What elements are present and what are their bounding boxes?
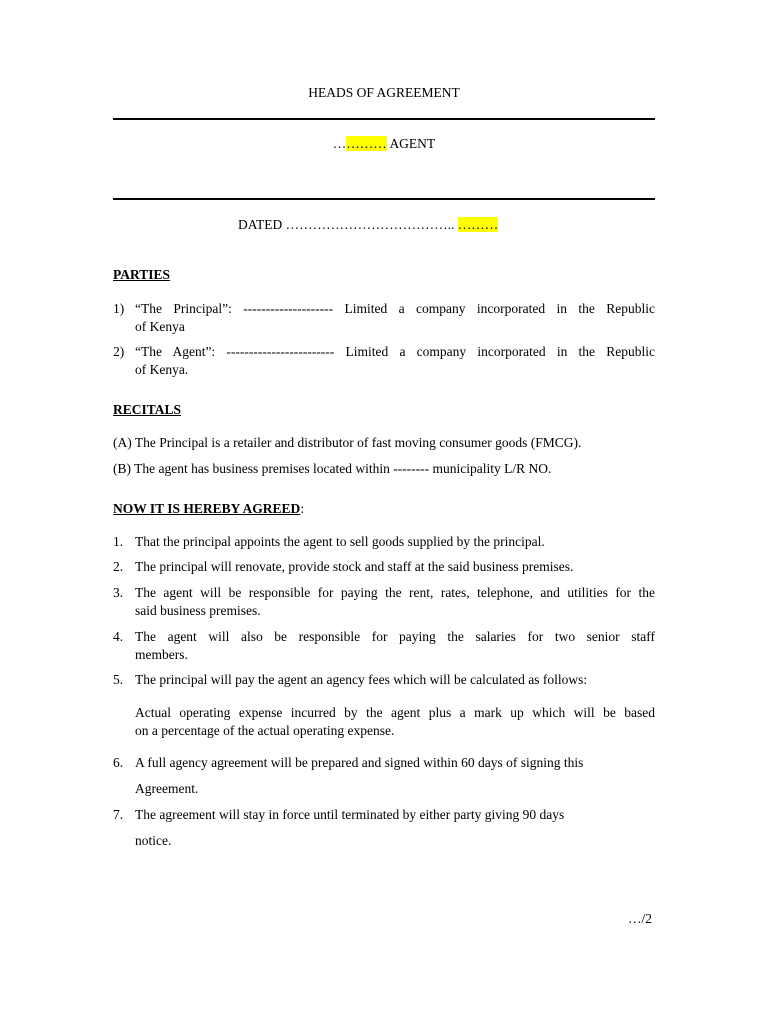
agent-name-placeholder: ………	[346, 136, 387, 151]
agent-label: AGENT	[389, 136, 436, 151]
clause-4-line1: The agent will also be responsible for paying the salaries for two senior staff	[135, 629, 655, 644]
party-agent-line2: of Kenya.	[135, 362, 189, 377]
document-title: HEADS OF AGREEMENT	[308, 85, 460, 100]
date-placeholder: ………	[457, 217, 499, 232]
clause-7-line2: notice.	[135, 833, 172, 848]
agent-line	[0, 135, 768, 153]
top-divider	[113, 118, 655, 120]
dated-label: DATED	[238, 217, 283, 232]
recital-a: (A) The Principal is a retailer and distributor of fast moving consumer goods (FMCG).	[113, 435, 582, 450]
clause-5-detail-line2: on a percentage of the actual operating expense.	[135, 723, 395, 738]
agreed-heading-text: NOW IT IS HEREBY AGREED	[113, 501, 301, 516]
dated-dots: ………………………………..	[285, 217, 455, 232]
dated-line	[238, 216, 498, 234]
clause-2: The principal will renovate, provide stock and staff at the said business premises.	[135, 559, 574, 574]
agreed-heading	[113, 500, 304, 518]
page-continuation-marker: …/2	[628, 911, 653, 926]
clause-number: 7.	[113, 807, 124, 822]
party-agent-line1: “The Agent”: ------------------------ Limited a company incorporated in the Republic	[135, 344, 655, 359]
clause-number: 5.	[113, 672, 124, 687]
recital-b: (B) The agent has business premises located within -------- municipality L/R NO.	[113, 461, 552, 476]
clause-6-line2: Agreement.	[135, 781, 199, 796]
party-number: 1)	[113, 301, 125, 316]
clause-number: 6.	[113, 755, 124, 770]
clause-3-line2: said business premises.	[135, 603, 261, 618]
clause-1: That the principal appoints the agent to sell goods supplied by the principal.	[135, 534, 545, 549]
agent-dots: …	[332, 136, 347, 151]
clause-6-line1: A full agency agreement will be prepared and signed within 60 days of signing this	[135, 755, 584, 770]
clause-4-line2: members.	[135, 647, 188, 662]
party-principal-line1: “The Principal”: -------------------- Limited a company incorporated in the Republic	[135, 301, 655, 316]
bottom-divider	[113, 198, 655, 200]
party-number: 2)	[113, 344, 125, 359]
clause-5-detail-line1: Actual operating expense incurred by the agent plus a mark up which will be based	[135, 705, 655, 720]
clause-number: 1.	[113, 534, 124, 549]
clause-3-line1: The agent will be responsible for paying the rent, rates, telephone, and utilities for the	[135, 585, 655, 600]
recitals-heading: RECITALS	[113, 402, 182, 417]
agreed-heading-colon: :	[300, 501, 305, 516]
clause-number: 2.	[113, 559, 124, 574]
parties-heading: PARTIES	[113, 267, 171, 282]
clause-5: The principal will pay the agent an agency fees which will be calculated as follows:	[135, 672, 588, 687]
party-principal-line2: of Kenya	[135, 319, 185, 334]
clause-7-line1: The agreement will stay in force until terminated by either party giving 90 days	[135, 807, 565, 822]
clause-number: 3.	[113, 585, 124, 600]
clause-number: 4.	[113, 629, 124, 644]
